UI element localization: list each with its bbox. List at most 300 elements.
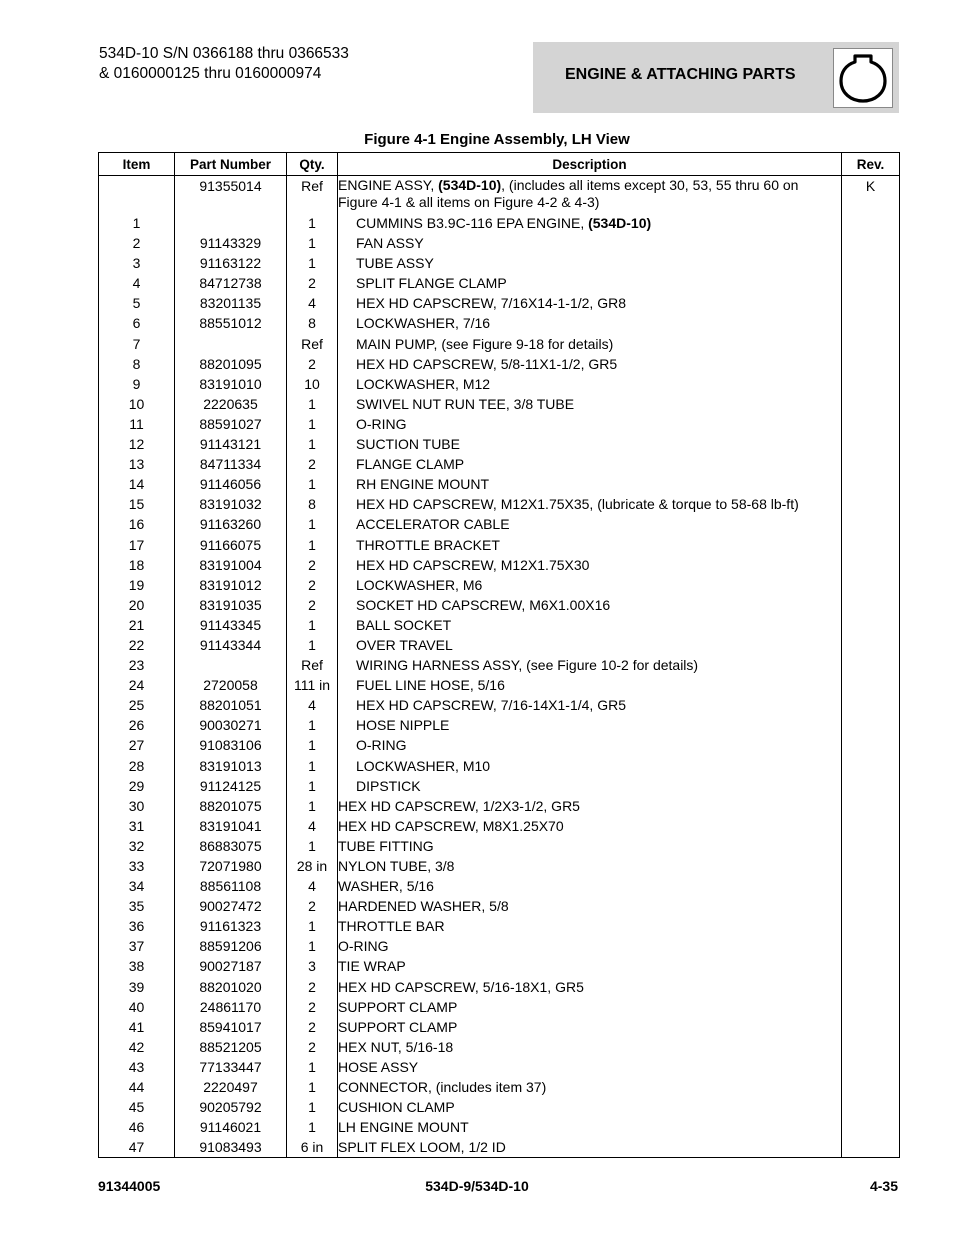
part-number: 91083493 xyxy=(175,1137,287,1158)
revision xyxy=(842,735,900,755)
table-row xyxy=(99,313,900,333)
part-number: 91355014 xyxy=(175,176,287,214)
table-row xyxy=(99,176,900,214)
description xyxy=(338,675,842,695)
quantity: 1 xyxy=(287,916,338,936)
item-number: 20 xyxy=(99,595,175,615)
part-number xyxy=(175,213,287,233)
description-text: HEX NUT, 5/16-18 xyxy=(338,1038,454,1055)
table-row xyxy=(99,494,900,514)
description-text: SPLIT FLANGE CLAMP xyxy=(356,275,507,292)
item-number: 6 xyxy=(99,313,175,333)
table-row xyxy=(99,575,900,595)
table-row xyxy=(99,514,900,534)
serial-info xyxy=(99,44,349,84)
description xyxy=(338,253,842,273)
quantity: 1 xyxy=(287,474,338,494)
quantity: 1 xyxy=(287,715,338,735)
part-number: 84712738 xyxy=(175,273,287,293)
quantity: 1 xyxy=(287,1077,338,1097)
engine-outline-icon xyxy=(833,48,893,108)
item-number: 14 xyxy=(99,474,175,494)
part-number: 83191004 xyxy=(175,555,287,575)
part-number: 77133447 xyxy=(175,1057,287,1077)
item-number: 25 xyxy=(99,695,175,715)
quantity: 2 xyxy=(287,555,338,575)
item-number: 41 xyxy=(99,1017,175,1037)
item-number: 43 xyxy=(99,1057,175,1077)
item-number: 22 xyxy=(99,635,175,655)
quantity: 1 xyxy=(287,535,338,555)
revision xyxy=(842,675,900,695)
description-text: HEX HD CAPSCREW, M12X1.75X30 xyxy=(356,556,590,573)
part-number: 2220497 xyxy=(175,1077,287,1097)
description xyxy=(338,414,842,434)
quantity: 2 xyxy=(287,997,338,1017)
item-number: 23 xyxy=(99,655,175,675)
description-text: O-RING xyxy=(338,938,389,955)
description-text: BALL SOCKET xyxy=(356,616,452,633)
part-number: 91143344 xyxy=(175,635,287,655)
revision xyxy=(842,1117,900,1137)
item-number: 13 xyxy=(99,454,175,474)
table-row xyxy=(99,414,900,434)
part-number: 90030271 xyxy=(175,715,287,735)
quantity: 1 xyxy=(287,414,338,434)
table-row xyxy=(99,756,900,776)
revision xyxy=(842,715,900,735)
description xyxy=(338,555,842,575)
description xyxy=(338,896,842,916)
description xyxy=(338,1097,842,1117)
description-text: HEX HD CAPSCREW, 7/16X14-1-1/2, GR8 xyxy=(356,295,626,312)
description xyxy=(338,635,842,655)
quantity: 1 xyxy=(287,233,338,253)
quantity: 3 xyxy=(287,956,338,976)
table-row xyxy=(99,936,900,956)
description-text: HEX HD CAPSCREW, 1/2X3-1/2, GR5 xyxy=(338,797,580,814)
item-number: 8 xyxy=(99,354,175,374)
revision xyxy=(842,655,900,675)
table-row xyxy=(99,1077,900,1097)
description-text: SUPPORT CLAMP xyxy=(338,998,458,1015)
part-number: 85941017 xyxy=(175,1017,287,1037)
revision xyxy=(842,273,900,293)
description xyxy=(338,735,842,755)
table-row xyxy=(99,1017,900,1037)
part-number: 2720058 xyxy=(175,675,287,695)
description-text: OVER TRAVEL xyxy=(356,636,453,653)
description-text: SPLIT FLEX LOOM, 1/2 ID xyxy=(338,1139,506,1156)
revision xyxy=(842,796,900,816)
revision xyxy=(842,414,900,434)
quantity: 1 xyxy=(287,434,338,454)
description xyxy=(338,595,842,615)
table-row xyxy=(99,715,900,735)
part-number: 91143329 xyxy=(175,233,287,253)
revision xyxy=(842,1037,900,1057)
part-number: 90027472 xyxy=(175,896,287,916)
item-number: 37 xyxy=(99,936,175,956)
description xyxy=(338,655,842,675)
revision xyxy=(842,956,900,976)
part-number: 88551012 xyxy=(175,313,287,333)
description xyxy=(338,474,842,494)
footer-model: 534D-9/534D-10 xyxy=(425,1178,529,1194)
table-row xyxy=(99,1117,900,1137)
description xyxy=(338,715,842,735)
table-row xyxy=(99,997,900,1017)
col-header-item: Item xyxy=(99,153,175,176)
table-row xyxy=(99,434,900,454)
quantity: 2 xyxy=(287,977,338,997)
description xyxy=(338,374,842,394)
table-row xyxy=(99,896,900,916)
part-number: 91143121 xyxy=(175,434,287,454)
description-text: ENGINE ASSY, xyxy=(338,177,439,193)
item-number: 18 xyxy=(99,555,175,575)
revision xyxy=(842,334,900,354)
description xyxy=(338,1057,842,1077)
description-text: WASHER, 5/16 xyxy=(338,878,434,895)
item-number: 5 xyxy=(99,293,175,313)
revision xyxy=(842,595,900,615)
description xyxy=(338,535,842,555)
revision xyxy=(842,896,900,916)
quantity: 2 xyxy=(287,1037,338,1057)
part-number: 90205792 xyxy=(175,1097,287,1117)
part-number: 90027187 xyxy=(175,956,287,976)
table-row xyxy=(99,735,900,755)
revision: K xyxy=(842,176,900,214)
quantity: 1 xyxy=(287,796,338,816)
part-number: 88591027 xyxy=(175,414,287,434)
revision xyxy=(842,394,900,414)
description xyxy=(338,997,842,1017)
part-number: 88201051 xyxy=(175,695,287,715)
revision xyxy=(842,1077,900,1097)
footer-page-number: 4-35 xyxy=(869,1178,898,1194)
table-row xyxy=(99,1037,900,1057)
table-row xyxy=(99,615,900,635)
description xyxy=(338,1077,842,1097)
part-number: 88591206 xyxy=(175,936,287,956)
item-number: 7 xyxy=(99,334,175,354)
description-text: FLANGE CLAMP xyxy=(356,456,465,473)
part-number: 88201020 xyxy=(175,977,287,997)
description xyxy=(338,176,842,214)
revision xyxy=(842,1057,900,1077)
description-text: O-RING xyxy=(356,415,407,432)
description xyxy=(338,1117,842,1137)
quantity: Ref xyxy=(287,655,338,675)
table-row xyxy=(99,273,900,293)
quantity: 6 in xyxy=(287,1137,338,1158)
description-text: ACCELERATOR CABLE xyxy=(356,516,510,533)
quantity: 111 in xyxy=(287,675,338,695)
description xyxy=(338,776,842,796)
item-number: 44 xyxy=(99,1077,175,1097)
description xyxy=(338,1037,842,1057)
table-row xyxy=(99,354,900,374)
part-number: 91124125 xyxy=(175,776,287,796)
revision xyxy=(842,474,900,494)
item-number: 21 xyxy=(99,615,175,635)
part-number: 88521205 xyxy=(175,1037,287,1057)
part-number: 83191035 xyxy=(175,595,287,615)
revision xyxy=(842,615,900,635)
col-header-qty: Qty. xyxy=(287,153,338,176)
part-number: 24861170 xyxy=(175,997,287,1017)
description-text: SUPPORT CLAMP xyxy=(338,1018,458,1035)
table-row xyxy=(99,635,900,655)
item-number: 3 xyxy=(99,253,175,273)
table-row xyxy=(99,1097,900,1117)
description xyxy=(338,876,842,896)
part-number: 83191032 xyxy=(175,494,287,514)
table-row xyxy=(99,233,900,253)
description-text: LOCKWASHER, M10 xyxy=(356,757,491,774)
part-number: 83191013 xyxy=(175,756,287,776)
description-text: FUEL LINE HOSE, 5/16 xyxy=(356,677,505,694)
description-text: SWIVEL NUT RUN TEE, 3/8 TUBE xyxy=(356,395,575,412)
table-row xyxy=(99,836,900,856)
quantity: 8 xyxy=(287,313,338,333)
quantity: 1 xyxy=(287,1097,338,1117)
table-row xyxy=(99,213,900,233)
description-note: , (includes all items except 30, 53, 55 thru 60 on Figure 4-1 & all items on Figure 4-2 & 4-3) xyxy=(338,177,799,210)
revision xyxy=(842,836,900,856)
description xyxy=(338,956,842,976)
description-text: NYLON TUBE, 3/8 xyxy=(338,858,455,874)
item-number: 12 xyxy=(99,434,175,454)
description-text: THROTTLE BRACKET xyxy=(356,536,500,553)
description-text: HEX HD CAPSCREW, M12X1.75X35, (lubricate & torque to 58-68 lb-ft) xyxy=(356,496,799,513)
parts-table xyxy=(98,152,900,1158)
description xyxy=(338,756,842,776)
part-number xyxy=(175,334,287,354)
quantity: 1 xyxy=(287,936,338,956)
model-tag: (534D-10) xyxy=(438,177,502,193)
description-text: HOSE NIPPLE xyxy=(356,717,450,734)
description-text: RH ENGINE MOUNT xyxy=(356,476,489,493)
section-header xyxy=(533,42,899,113)
part-number: 2220635 xyxy=(175,394,287,414)
revision xyxy=(842,856,900,876)
table-row xyxy=(99,334,900,354)
part-number: 83201135 xyxy=(175,293,287,313)
item-number: 1 xyxy=(99,213,175,233)
revision xyxy=(842,575,900,595)
part-number: 84711334 xyxy=(175,454,287,474)
quantity: 4 xyxy=(287,816,338,836)
item-number: 32 xyxy=(99,836,175,856)
quantity: 4 xyxy=(287,293,338,313)
description-text: LOCKWASHER, M6 xyxy=(356,576,483,593)
quantity: 1 xyxy=(287,836,338,856)
item-number: 26 xyxy=(99,715,175,735)
item-number: 28 xyxy=(99,756,175,776)
table-row xyxy=(99,816,900,836)
item-number: 39 xyxy=(99,977,175,997)
revision xyxy=(842,253,900,273)
description-text: DIPSTICK xyxy=(356,777,421,794)
table-row xyxy=(99,796,900,816)
description-text: FAN ASSY xyxy=(356,235,424,252)
quantity: 1 xyxy=(287,635,338,655)
revision xyxy=(842,1017,900,1037)
description-text: THROTTLE BAR xyxy=(338,918,445,935)
description-text: LH ENGINE MOUNT xyxy=(338,1119,469,1136)
quantity: 28 in xyxy=(287,856,338,876)
description-text: SOCKET HD CAPSCREW, M6X1.00X16 xyxy=(356,596,611,613)
part-number: 83191012 xyxy=(175,575,287,595)
quantity: Ref xyxy=(287,334,338,354)
description xyxy=(338,334,842,354)
item-number: 24 xyxy=(99,675,175,695)
item-number: 30 xyxy=(99,796,175,816)
description-text: TUBE ASSY xyxy=(356,255,434,272)
quantity: 4 xyxy=(287,876,338,896)
quantity: 2 xyxy=(287,354,338,374)
item-number: 47 xyxy=(99,1137,175,1158)
col-header-description: Description xyxy=(338,153,842,176)
item-number: 10 xyxy=(99,394,175,414)
description-text: HEX HD CAPSCREW, 5/16-18X1, GR5 xyxy=(338,978,584,995)
table-row xyxy=(99,876,900,896)
description-text: MAIN PUMP, (see Figure 9-18 for details) xyxy=(356,335,614,352)
revision xyxy=(842,454,900,474)
quantity: 1 xyxy=(287,1057,338,1077)
quantity: 1 xyxy=(287,253,338,273)
quantity: 4 xyxy=(287,695,338,715)
quantity: 1 xyxy=(287,213,338,233)
part-number: 91143345 xyxy=(175,615,287,635)
item-number: 19 xyxy=(99,575,175,595)
item-number xyxy=(99,176,175,214)
revision xyxy=(842,494,900,514)
item-number: 38 xyxy=(99,956,175,976)
item-number: 31 xyxy=(99,816,175,836)
description xyxy=(338,494,842,514)
description xyxy=(338,977,842,997)
part-number: 83191010 xyxy=(175,374,287,394)
revision xyxy=(842,997,900,1017)
item-number: 2 xyxy=(99,233,175,253)
table-row xyxy=(99,695,900,715)
part-number: 88201095 xyxy=(175,354,287,374)
revision xyxy=(842,816,900,836)
item-number: 42 xyxy=(99,1037,175,1057)
revision xyxy=(842,876,900,896)
item-number: 46 xyxy=(99,1117,175,1137)
description-text: LOCKWASHER, M12 xyxy=(356,375,491,392)
description xyxy=(338,293,842,313)
description-text: TIE WRAP xyxy=(338,958,406,975)
part-number: 91161323 xyxy=(175,916,287,936)
description xyxy=(338,434,842,454)
serial-line-1: 534D-10 S/N 0366188 thru 0366533 xyxy=(99,45,349,62)
item-number: 4 xyxy=(99,273,175,293)
table-row xyxy=(99,977,900,997)
table-row xyxy=(99,776,900,796)
part-number: 86883075 xyxy=(175,836,287,856)
part-number: 91163122 xyxy=(175,253,287,273)
item-number: 9 xyxy=(99,374,175,394)
quantity: 1 xyxy=(287,615,338,635)
table-row xyxy=(99,856,900,876)
figure-title: Figure 4-1 Engine Assembly, LH View xyxy=(364,131,630,148)
description xyxy=(338,454,842,474)
revision xyxy=(842,434,900,454)
quantity: 2 xyxy=(287,896,338,916)
part-number xyxy=(175,655,287,675)
description-text: O-RING xyxy=(356,737,407,754)
part-number: 91083106 xyxy=(175,735,287,755)
revision xyxy=(842,635,900,655)
part-number: 88561108 xyxy=(175,876,287,896)
table-row xyxy=(99,293,900,313)
revision xyxy=(842,936,900,956)
table-row xyxy=(99,1057,900,1077)
quantity: 2 xyxy=(287,1017,338,1037)
quantity: 2 xyxy=(287,595,338,615)
table-row xyxy=(99,394,900,414)
description-text: CONNECTOR, (includes item 37) xyxy=(338,1079,547,1096)
revision xyxy=(842,354,900,374)
table-row xyxy=(99,555,900,575)
quantity: 1 xyxy=(287,776,338,796)
item-number: 36 xyxy=(99,916,175,936)
item-number: 40 xyxy=(99,997,175,1017)
item-number: 35 xyxy=(99,896,175,916)
table-row xyxy=(99,535,900,555)
revision xyxy=(842,293,900,313)
description xyxy=(338,856,842,876)
quantity: 1 xyxy=(287,756,338,776)
description xyxy=(338,936,842,956)
description xyxy=(338,1137,842,1158)
description xyxy=(338,796,842,816)
table-row xyxy=(99,474,900,494)
table-row xyxy=(99,655,900,675)
quantity: 2 xyxy=(287,575,338,595)
quantity: 1 xyxy=(287,1117,338,1137)
table-row xyxy=(99,675,900,695)
description-text: HOSE ASSY xyxy=(338,1058,419,1075)
revision xyxy=(842,916,900,936)
description xyxy=(338,916,842,936)
description-text: TUBE FITTING xyxy=(338,837,434,854)
revision xyxy=(842,233,900,253)
quantity: 10 xyxy=(287,374,338,394)
description-text: SUCTION TUBE xyxy=(356,436,460,453)
revision xyxy=(842,695,900,715)
item-number: 34 xyxy=(99,876,175,896)
col-header-part-number: Part Number xyxy=(175,153,287,176)
description xyxy=(338,514,842,534)
revision xyxy=(842,756,900,776)
description-text: CUMMINS B3.9C-116 EPA ENGINE, xyxy=(356,215,589,231)
revision xyxy=(842,313,900,333)
revision xyxy=(842,977,900,997)
table-row xyxy=(99,454,900,474)
quantity: 8 xyxy=(287,494,338,514)
description-text: LOCKWASHER, 7/16 xyxy=(356,315,491,332)
revision xyxy=(842,514,900,534)
serial-line-2: & 0160000125 thru 0160000974 xyxy=(99,65,322,82)
item-number: 33 xyxy=(99,856,175,876)
